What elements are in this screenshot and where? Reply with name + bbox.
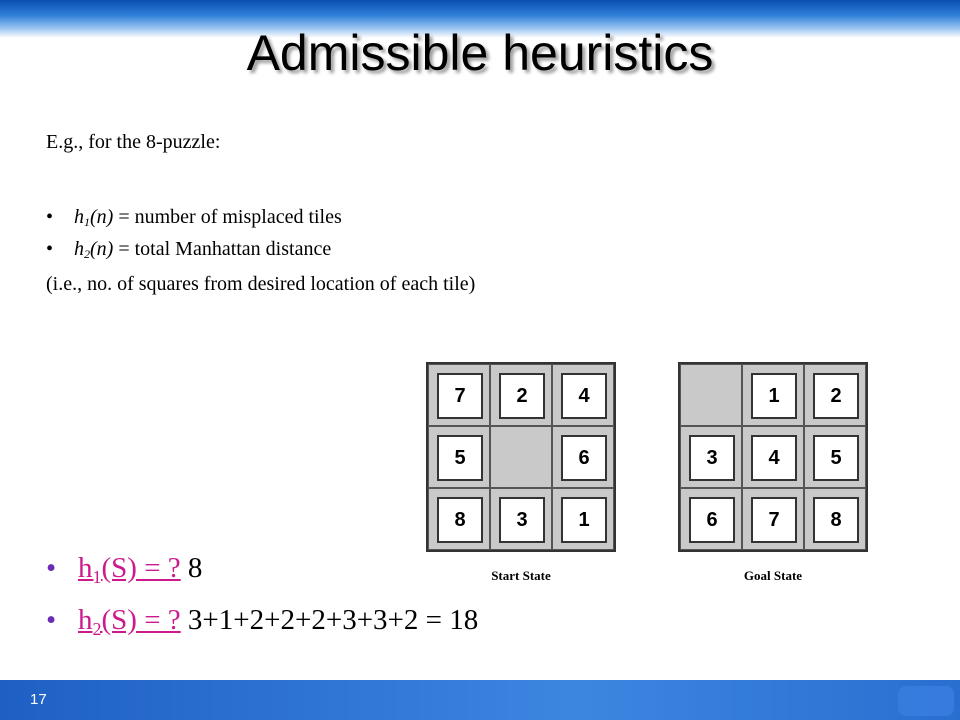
puzzle-cell: [804, 364, 866, 426]
puzzle-cell: [804, 426, 866, 488]
bullet-dot: •: [46, 604, 57, 636]
blank-cell: [490, 426, 552, 488]
puzzle-tile: 3: [499, 497, 545, 543]
puzzle-cell: [552, 364, 614, 426]
puzzle-tile: 6: [561, 435, 607, 481]
page-number: 17: [30, 691, 47, 708]
goal-state-board: [678, 362, 868, 552]
puzzle-cell: [552, 426, 614, 488]
h2-description: = total Manhattan distance: [113, 238, 332, 260]
puzzle-tile: 8: [437, 497, 483, 543]
h1-description: = number of misplaced tiles: [113, 206, 342, 228]
heuristic-h1-bullet: [46, 207, 342, 228]
blank-cell: [680, 364, 742, 426]
start-state-board: [426, 362, 616, 552]
puzzle-tile: 1: [751, 373, 797, 419]
bullet-dot: •: [46, 238, 54, 260]
heuristic-h2-bullet: [46, 239, 331, 260]
puzzle-cell: [742, 364, 804, 426]
puzzle-cell: [804, 488, 866, 550]
puzzle-tile: 8: [813, 497, 859, 543]
h2-answer-link[interactable]: $h_2(S)$ = ?: [78, 604, 181, 639]
puzzle-cell: [742, 426, 804, 488]
puzzle-tile: 1: [561, 497, 607, 543]
puzzle-cell: [428, 364, 490, 426]
puzzle-cell: [680, 426, 742, 488]
puzzle-cell: [552, 488, 614, 550]
puzzle-cell: [680, 488, 742, 550]
bullet-dot: •: [46, 552, 57, 584]
bullet-dot: •: [46, 206, 54, 228]
h2-answer-bullet: [46, 606, 478, 638]
puzzle-tile: 3: [689, 435, 735, 481]
h1-answer-link[interactable]: $h_1(S)$ = ?: [78, 552, 181, 587]
puzzle-tile: 7: [751, 497, 797, 543]
puzzle-cell: [490, 488, 552, 550]
puzzle-tile: 6: [689, 497, 735, 543]
puzzle-cell: [428, 488, 490, 550]
puzzle-tile: 2: [813, 373, 859, 419]
h1-answer-bullet: [46, 554, 202, 586]
manhattan-note: (i.e., no. of squares from desired location of each tile): [46, 273, 476, 295]
h1-answer-value: 8: [180, 552, 203, 584]
h2-answer-value: 3+1+2+2+2+3+3+2 = 18: [180, 604, 479, 636]
bottom-banner: [0, 680, 960, 720]
h2-symbol: $h_2(n)$: [74, 238, 114, 261]
puzzle-tile: 5: [437, 435, 483, 481]
h1-symbol: $h_1(n)$: [74, 206, 114, 229]
corner-logo-decoration: [898, 686, 954, 716]
puzzle-tile: 7: [437, 373, 483, 419]
puzzle-tile: 4: [751, 435, 797, 481]
puzzle-tile: 2: [499, 373, 545, 419]
puzzle-cell: [490, 364, 552, 426]
puzzle-cell: [742, 488, 804, 550]
puzzle-tile: 5: [813, 435, 859, 481]
slide-title: Admissible heuristics: [246, 25, 714, 81]
intro-text: E.g., for the 8-puzzle:: [46, 131, 221, 153]
start-state-caption: Start State: [491, 568, 551, 583]
goal-state-caption: Goal State: [743, 568, 803, 583]
puzzle-cell: [428, 426, 490, 488]
puzzle-tile: 4: [561, 373, 607, 419]
